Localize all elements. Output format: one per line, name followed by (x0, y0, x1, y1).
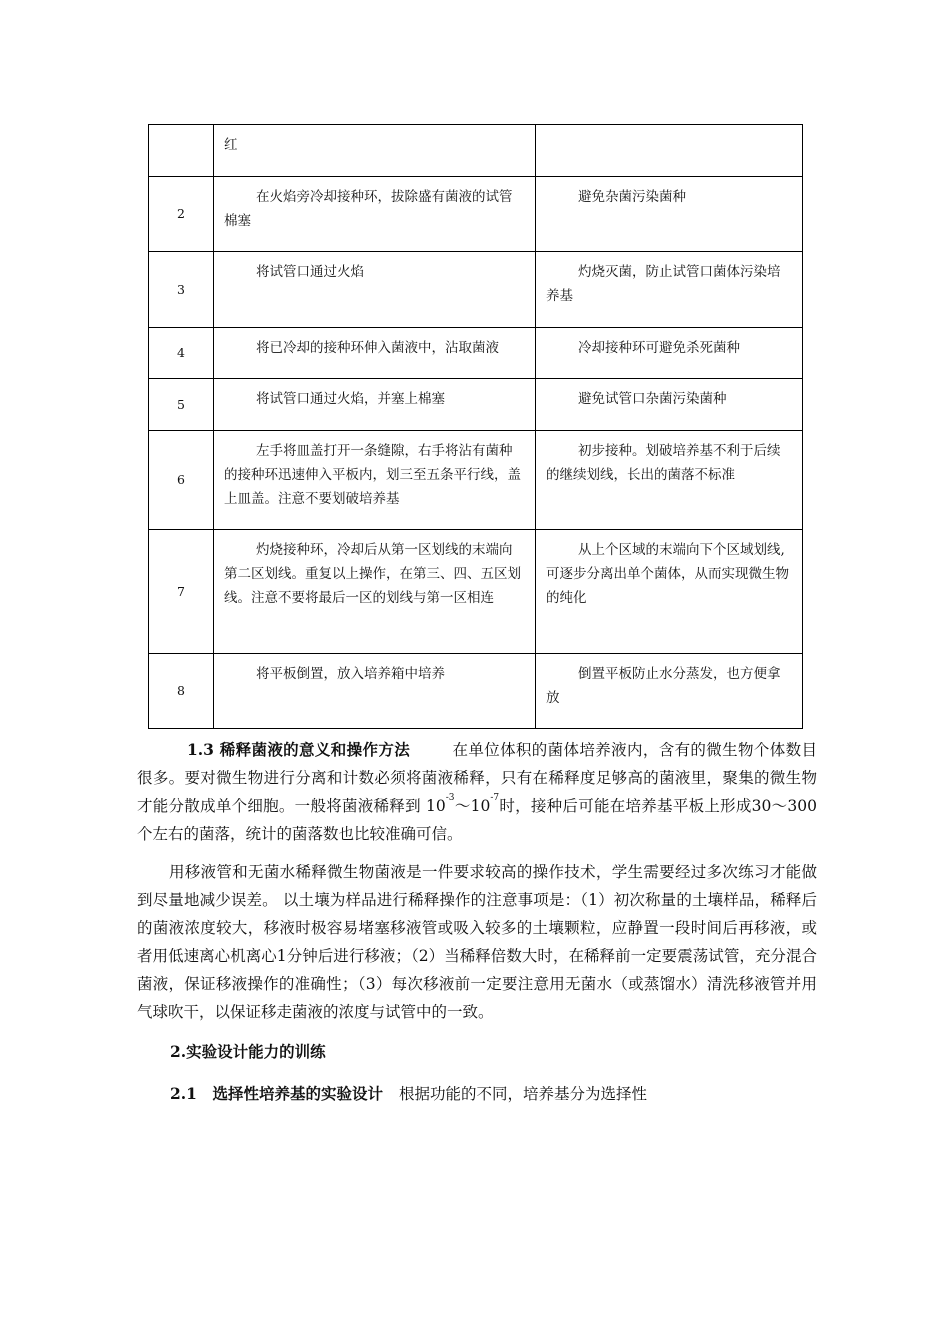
table-row (149, 252, 803, 328)
table-row (149, 177, 803, 252)
step-reason: 避免试管口杂菌污染菌种 (536, 379, 803, 431)
section-2-1-heading: 2.1 选择性培养基的实验设计 (170, 1084, 383, 1103)
table-row (149, 654, 803, 729)
step-reason: 初步接种。划破培养基不利于后续的继续划线，长出的菌落不标准 (536, 431, 803, 530)
dilution-notes-paragraph: 用移液管和无菌水稀释微生物菌液是一件要求较高的操作技术，学生需要经过多次练习才能做到尽量地减少误差。 以土壤为样品进行稀释操作的注意事项是：（1）初次称量的土壤样品，稀释后的菌液浓度较大，移液时极容易堵塞移液管或吸入较多的土壤颗粒，应静置一段时间后再移液，或者用低速离心机离心1分钟后进行移液；（2）当稀释倍数大时，在稀释前一定要震荡试管，充分混合菌液，保证移液操作的准确性；（3）每次移液前一定要注意用无菌水（或蒸馏水）清洗移液管并用气球吹干，以保证移走菌液的浓度与试管中的一致。 (137, 863, 817, 1021)
section-2-1-paragraph: 2.1 选择性培养基的实验设计 根据功能的不同，培养基分为选择性 (170, 1084, 647, 1103)
step-number: 3 (149, 252, 214, 328)
step-reason: 灼烧灭菌，防止试管口菌体污染培养基 (536, 252, 803, 328)
step-reason: 倒置平板防止水分蒸发，也方便拿放 (536, 654, 803, 729)
step-description: 将试管口通过火焰 (214, 252, 536, 328)
step-description: 将平板倒置，放入培养箱中培养 (214, 654, 536, 729)
procedure-table (148, 124, 803, 729)
step-number: 7 (149, 530, 214, 654)
step-description: 将试管口通过火焰，并塞上棉塞 (214, 379, 536, 431)
step-description: 灼烧接种环，冷却后从第一区划线的末端向第二区划线。重复以上操作，在第三、四、五区划线。注意不要将最后一区的划线与第一区相连 (214, 530, 536, 654)
step-number: 4 (149, 328, 214, 379)
step-description: 左手将皿盖打开一条缝隙，右手将沾有菌种的接种环迅速伸入平板内，划三至五条平行线，盖上皿盖。注意不要划破培养基 (214, 431, 536, 530)
section-1-3-paragraph: 1.3 稀释菌液的意义和操作方法 在单位体积的菌体培养液内，含有的微生物个体数目很多。要对微生物进行分离和计数必须将菌液稀释，只有在稀释度足够高的菌液里，聚集的微生物才能分散成单个细胞。一般将菌液稀释到 $10^{-3}\sim 10^{-7}$时，接种后可能在培养基平板上形成30～300个左右的菌落，统计的菌落数也比较准确可信。 (137, 740, 818, 843)
table-row (149, 379, 803, 431)
step-number (149, 125, 214, 177)
section-2-heading: 2.实验设计能力的训练 (170, 1042, 326, 1061)
step-reason: 从上个区域的末端向下个区域划线,可逐步分离出单个菌体，从而实现微生物的纯化 (536, 530, 803, 654)
step-description: 将已冷却的接种环伸入菌液中，沾取菌液 (214, 328, 536, 379)
step-number: 2 (149, 177, 214, 252)
step-number: 6 (149, 431, 214, 530)
step-reason: 冷却接种环可避免杀死菌种 (536, 328, 803, 379)
step-number: 5 (149, 379, 214, 431)
table-row (149, 530, 803, 654)
step-description: 在火焰旁冷却接种环，拔除盛有菌液的试管棉塞 (214, 177, 536, 252)
superscript: -7 (490, 793, 500, 803)
table-row (149, 125, 803, 177)
table-row (149, 328, 803, 379)
table-row (149, 431, 803, 530)
step-description: 红 (214, 125, 536, 177)
step-reason (536, 125, 803, 177)
section-1-3-heading: 1.3 稀释菌液的意义和操作方法 (187, 740, 411, 759)
superscript: -3 (445, 793, 455, 803)
step-number: 8 (149, 654, 214, 729)
step-reason: 避免杂菌污染菌种 (536, 177, 803, 252)
